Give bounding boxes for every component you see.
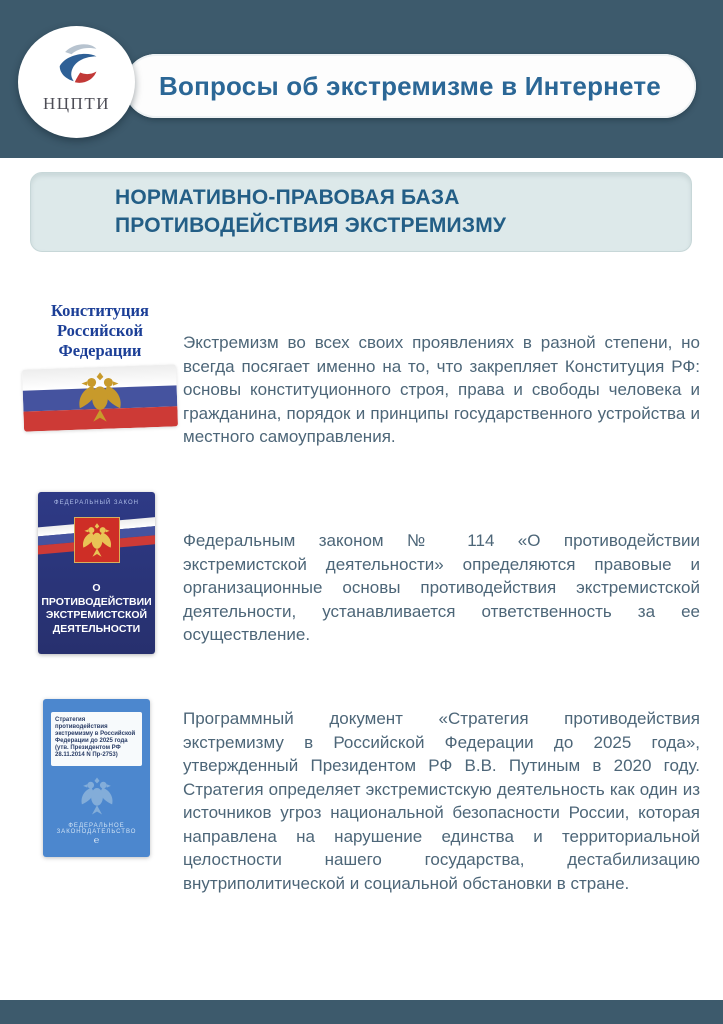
org-logo-text: НЦПТИ <box>43 94 110 113</box>
constitution-cover <box>25 293 175 443</box>
ncpti-swirl-icon <box>49 38 105 92</box>
double-headed-eagle-icon <box>78 521 116 559</box>
item-text-federal-law: Федеральным законом № 114 «О противодействии экстремистской деятельности» определяются правовые и организационные основы противодействия экстремистской деятельности, устанавливается ответственность за ее осуществление. <box>183 531 700 644</box>
red-emblem-square <box>74 517 120 563</box>
item-text-constitution: Экстремизм во всех своих проявлениях в разной степени, но всегда посягает именно на то, что закрепляет Конституция РФ: основы конституционного строя, права и свободы человека и гражданина, порядок и принципы государственного устройства и местного самоуправления. <box>183 333 700 446</box>
strategy-cover-footer-label: ФЕДЕРАЛЬНОЕ ЗАКОНОДАТЕЛЬСТВО <box>56 823 137 835</box>
item-text-strategy: Программный документ «Стратегия противодействия экстремизму в Российской Федерации до 2025 года», утвержденный Президентом РФ В.В. Путиным в 2020 году. Стратегия определяет экстремистскую деятельность как один из источников угроз национальной безопасности России, которая направлена на нарушение единства и территориальной целостности нашего государства, дестабилизацию внутриполитической и социальной обстановки в стране. <box>183 709 700 893</box>
double-headed-eagle-icon <box>72 369 128 425</box>
law-cover-header: ФЕДЕРАЛЬНЫЙ ЗАКОН <box>54 500 139 506</box>
constitution-cover-title: Конституция Российской Федерации <box>51 301 149 360</box>
publisher-mark-icon: ℮ <box>93 835 100 845</box>
section-header <box>30 172 692 252</box>
footer-bar <box>0 1000 723 1024</box>
title-banner <box>124 54 696 118</box>
double-headed-eagle-icon <box>76 775 118 817</box>
strategy-cover-label: Стратегия противодействия экстремизму в Российской Федерации до 2025 года (утв. Президентом РФ 28.11.2014 N Пр-2753) <box>51 712 142 766</box>
federal-law-cover <box>38 492 155 654</box>
law-cover-title: О ПРОТИВОДЕЙСТВИИ ЭКСТРЕМИСТСКОЙ ДЕЯТЕЛЬНОСТИ <box>41 582 152 635</box>
page-title: Вопросы об экстремизме в Интернете <box>159 70 661 101</box>
section-title-line2: ПРОТИВОДЕЙСТВИЯ ЭКСТРЕМИЗМУ <box>115 214 507 237</box>
org-logo <box>18 26 135 138</box>
strategy-cover <box>43 699 150 857</box>
section-title-line1: НОРМАТИВНО-ПРАВОВАЯ БАЗА <box>115 186 460 209</box>
